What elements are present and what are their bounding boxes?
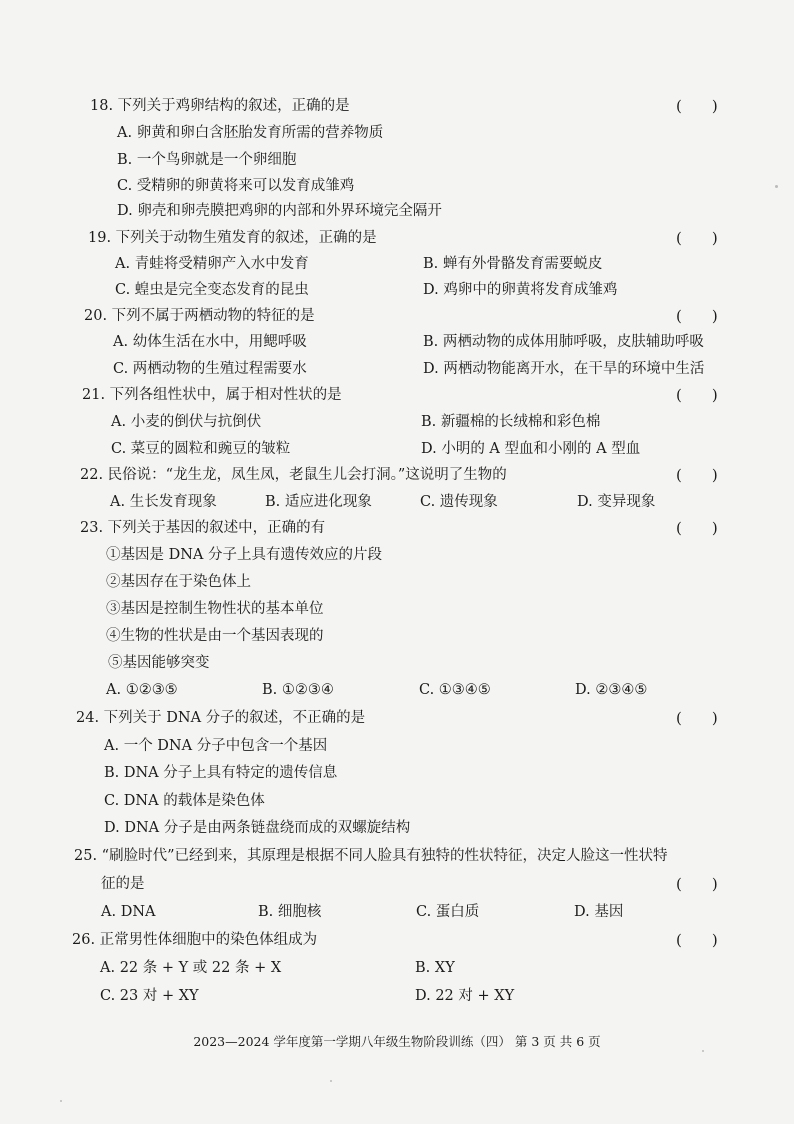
- scan-speck: [330, 1080, 332, 1082]
- option-19-b: B. 蝉有外骨骼发育需要蜕皮: [423, 256, 603, 272]
- question-26-stem: 26. 正常男性体细胞中的染色体组成为: [72, 932, 318, 948]
- question-24-stem: 24. 下列关于 DNA 分子的叙述，不正确的是: [76, 710, 366, 726]
- option-20-a: A. 幼体生活在水中，用鳃呼吸: [113, 334, 307, 350]
- question-22-stem: 22. 民俗说：“龙生龙，凤生凤，老鼠生儿会打洞。”这说明了生物的: [80, 467, 507, 483]
- option-22-d: D. 变异现象: [577, 494, 656, 510]
- question-25-stem: 25. “刷脸时代”已经到来，其原理是根据不同人脸具有独特的性状特征，决定人脸这一性状特: [74, 848, 668, 864]
- option-20-c: C. 两栖动物的生殖过程需要水: [113, 361, 307, 377]
- option-20-d: D. 两栖动物能离开水，在干旱的环境中生活: [423, 361, 705, 377]
- option-19-a: A. 青蛙将受精卵产入水中发育: [115, 256, 309, 272]
- option-26-c: C. 23 对 + XY: [100, 988, 199, 1004]
- option-18-c: C. 受精卵的卵黄将来可以发育成雏鸡: [117, 178, 355, 194]
- option-18-d: D. 卵壳和卵壳膜把鸡卵的内部和外界环境完全隔开: [117, 203, 442, 219]
- option-18-a: A. 卵黄和卵白含胚胎发育所需的营养物质: [117, 125, 384, 141]
- statement-23-1: ①基因是 DNA 分子上具有遗传效应的片段: [106, 547, 383, 563]
- option-24-b: B. DNA 分子上具有特定的遗传信息: [104, 765, 338, 781]
- option-22-c: C. 遗传现象: [420, 494, 498, 510]
- option-21-c: C. 菜豆的圆粒和豌豆的皱粒: [111, 441, 291, 457]
- page-footer: 2023—2024 学年度第一学期八年级生物阶段训练（四） 第 3 页 共 6 页: [193, 1034, 601, 1049]
- answer-blank-26[interactable]: ( ): [676, 931, 718, 949]
- option-19-c: C. 蝗虫是完全变态发育的昆虫: [115, 282, 309, 298]
- scan-speck: [60, 1100, 62, 1102]
- option-25-b: B. 细胞核: [258, 904, 322, 920]
- answer-blank-20[interactable]: ( ): [676, 307, 718, 325]
- option-21-a: A. 小麦的倒伏与抗倒伏: [111, 414, 262, 430]
- statement-23-5: ⑤基因能够突变: [108, 655, 210, 671]
- statement-23-4: ④生物的性状是由一个基因表现的: [106, 628, 324, 644]
- option-25-d: D. 基因: [574, 904, 624, 920]
- question-25-stem-continued: 征的是: [101, 876, 145, 892]
- option-24-d: D. DNA 分子是由两条链盘绕而成的双螺旋结构: [104, 820, 411, 836]
- question-18-stem: 18. 下列关于鸡卵结构的叙述，正确的是: [90, 98, 350, 114]
- option-25-c: C. 蛋白质: [416, 904, 480, 920]
- option-23-b: B. ①②③④: [262, 682, 334, 698]
- option-20-b: B. 两栖动物的成体用肺呼吸，皮肤辅助呼吸: [423, 334, 704, 350]
- answer-blank-25[interactable]: ( ): [676, 875, 718, 893]
- option-21-d: D. 小明的 A 型血和小刚的 A 型血: [421, 441, 641, 457]
- option-22-b: B. 适应进化现象: [265, 494, 372, 510]
- question-23-stem: 23. 下列关于基因的叙述中，正确的有: [80, 520, 326, 536]
- statement-23-2: ②基因存在于染色体上: [106, 574, 251, 590]
- option-23-c: C. ①③④⑤: [419, 682, 491, 698]
- option-19-d: D. 鸡卵中的卵黄将发育成雏鸡: [423, 282, 618, 298]
- answer-blank-19[interactable]: ( ): [676, 229, 718, 247]
- answer-blank-24[interactable]: ( ): [676, 709, 718, 727]
- option-21-b: B. 新疆棉的长绒棉和彩色棉: [421, 414, 601, 430]
- option-18-b: B. 一个鸟卵就是一个卵细胞: [117, 152, 297, 168]
- answer-blank-22[interactable]: ( ): [676, 466, 718, 484]
- statement-23-3: ③基因是控制生物性状的基本单位: [106, 601, 324, 617]
- option-23-d: D. ②③④⑤: [575, 682, 648, 698]
- answer-blank-18[interactable]: ( ): [676, 97, 718, 115]
- option-26-a: A. 22 条 + Y 或 22 条 + X: [100, 960, 282, 976]
- answer-blank-23[interactable]: ( ): [676, 519, 718, 537]
- option-23-a: A. ①②③⑤: [106, 682, 178, 698]
- option-24-a: A. 一个 DNA 分子中包含一个基因: [104, 738, 328, 754]
- answer-blank-21[interactable]: ( ): [676, 386, 718, 404]
- option-24-c: C. DNA 的载体是染色体: [104, 793, 265, 809]
- scan-speck: [702, 1050, 704, 1052]
- option-25-a: A. DNA: [101, 904, 156, 920]
- question-20-stem: 20. 下列不属于两栖动物的特征的是: [84, 308, 315, 324]
- option-26-b: B. XY: [415, 960, 455, 976]
- option-22-a: A. 生长发育现象: [110, 494, 217, 510]
- question-21-stem: 21. 下列各组性状中，属于相对性状的是: [82, 387, 342, 403]
- question-19-stem: 19. 下列关于动物生殖发育的叙述，正确的是: [88, 230, 377, 246]
- option-26-d: D. 22 对 + XY: [415, 988, 515, 1004]
- scan-speck: [775, 185, 778, 188]
